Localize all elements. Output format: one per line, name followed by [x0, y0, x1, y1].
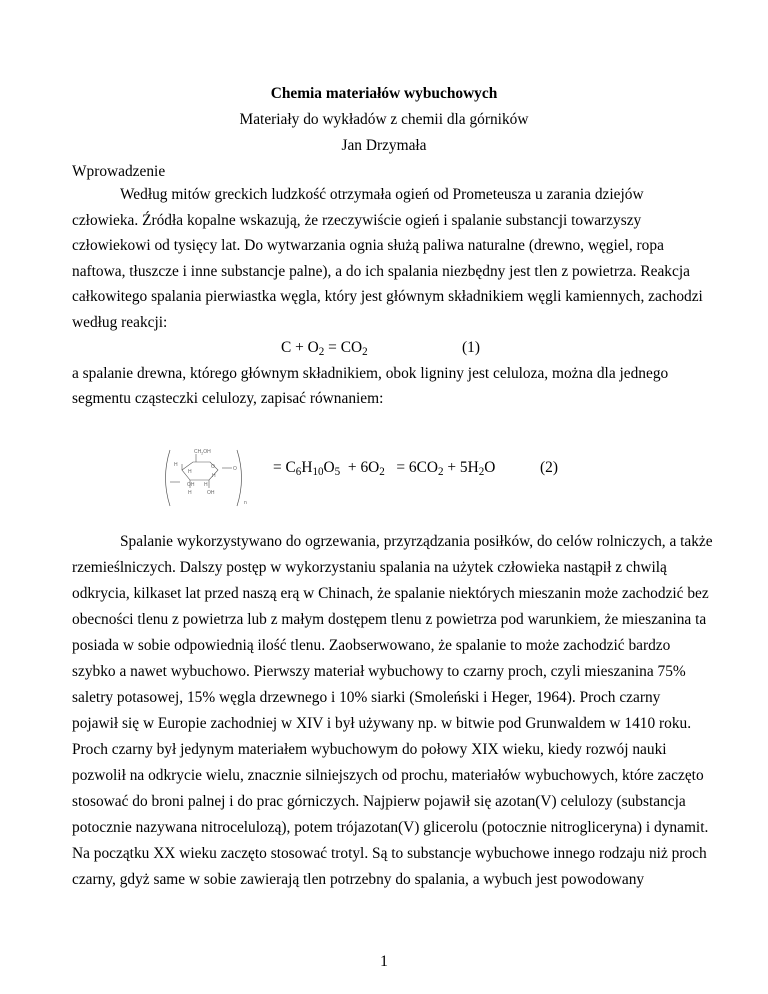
paragraph-line: pozwolił na odkrycie wielu, znacznie silniejszych od prochu, materiałów wybuchowych, które zaczęto [72, 767, 704, 784]
paragraph-line: szybko a nawet wybuchowo. Pierwszy materiał wybuchowy to czarny proch, czyli mieszanina 75% [72, 663, 686, 680]
h-label: H [188, 469, 192, 475]
equation-2-number: (2) [540, 459, 558, 476]
left-paren [166, 450, 171, 506]
oh-label: OH [187, 482, 195, 488]
section-heading: Wprowadzenie [72, 163, 166, 180]
paragraph-line: odkrycia, kilkaset lat przed naszą erą w Chinach, że spalanie niektórych mieszanin może zachodzić bez [72, 585, 709, 602]
equation-1: $C + O_2 = CO_2$ [281, 339, 368, 358]
document-subtitle: Materiały do wykładów z chemii dla górników [239, 111, 529, 128]
paragraph-line: człowiekowi od tysięcy lat. Do wytwarzania ognia służą paliwa naturalne (drewno, węgiel, ropa [72, 237, 664, 254]
paragraph-line: saletry potasowej, 15% węgla drzewnego i 10% siarki (Smoleński i Heger, 1964). Proch czarny [72, 689, 661, 706]
paragraph-line: całkowitego spalania pierwiastka węgla, który jest głównym składnikiem węgli kamiennych, zachodzi [72, 288, 703, 305]
paragraph-line: a spalanie drewna, którego głównym składnikiem, obok ligniny jest celuloza, można dla jednego [72, 365, 669, 382]
paragraph-line: człowieka. Źródła kopalne wskazują, że rzeczywiście ogień i spalanie substancji towarzyszy [72, 212, 642, 229]
equation-2: = $C_6H_{10}O_5 + 6O_2 = 6CO_2 + 5H_2O$ [273, 459, 496, 478]
paragraph-line: według reakcji: [72, 314, 168, 331]
oh-label: OH [207, 490, 215, 496]
paragraph-line: Spalanie wykorzystywano do ogrzewania, przyrządzania posiłków, do celów rolniczych, a także [120, 533, 713, 550]
paragraph-line: posiada w sobie odpowiednią ilość tlenu. Zaobserwowano, że spalanie to może zachodzić bardzo [72, 637, 671, 654]
document-author: Jan Drzymała [341, 137, 427, 154]
paragraph-line: pojawił się w Europie zachodniej w XIV i był używany np. w bitwie pod Grunwaldem w 1410 roku. [72, 715, 692, 732]
h-label: H [204, 482, 208, 488]
right-paren [237, 450, 242, 506]
paragraph-line: Proch czarny był jedynym materiałem wybuchowym do połowy XIX wieku, kiedy rozwój nauki [72, 741, 667, 758]
paragraph-line: Na początku XX wieku zaczęto stosować trotyl. Są to substancje wybuchowe innego rodzaju niż proch [72, 845, 707, 862]
page-number: 1 [380, 953, 388, 970]
bridge-o-label: O [233, 466, 237, 472]
repeat-n-label: n [244, 500, 247, 506]
cellulose-structure-diagram [160, 446, 260, 510]
h-label: H [212, 473, 216, 479]
paragraph-line: czarny, gdyż same w sobie zawierają tlen potrzebny do spalania, a wybuch jest powodowany [72, 871, 645, 888]
ring-o-label: O [211, 464, 215, 470]
paragraph-line: Według mitów greckich ludzkość otrzymała ogień od Prometeusza u zarania dziejów [120, 186, 644, 203]
ch2oh-label: $CH_2OH$ [194, 449, 211, 456]
paragraph-line: rzemieślniczych. Dalszy postęp w wykorzystaniu spalania na użytek człowieka nastąpił z chwilą [72, 559, 667, 576]
paragraph-line: obecności tlenu z powietrza lub z małym dostępem tlenu z powietrza pod warunkiem, że mieszanina ta [72, 611, 707, 628]
paragraph-line: stosować do broni palnej i do prac górniczych. Najpierw pojawił się azotan(V) celulozy (substancja [72, 793, 686, 810]
equation-1-number: (1) [462, 339, 480, 356]
document-title: Chemia materiałów wybuchowych [270, 85, 498, 102]
h-label: H [188, 490, 192, 496]
paragraph-line: potocznie nazywana nitrocelulozą), potem trójazotan(V) glicerolu (potocznie nitrogliceryna) i dynamit. [72, 819, 709, 836]
paragraph-line: segmentu cząsteczki celulozy, zapisać równaniem: [72, 390, 384, 407]
h-label: H [174, 462, 178, 468]
paragraph-line: naftowa, tłuszcze i inne substancje palne), a do ich spalania niezbędny jest tlen z powietrza. Reakcja [72, 263, 690, 280]
